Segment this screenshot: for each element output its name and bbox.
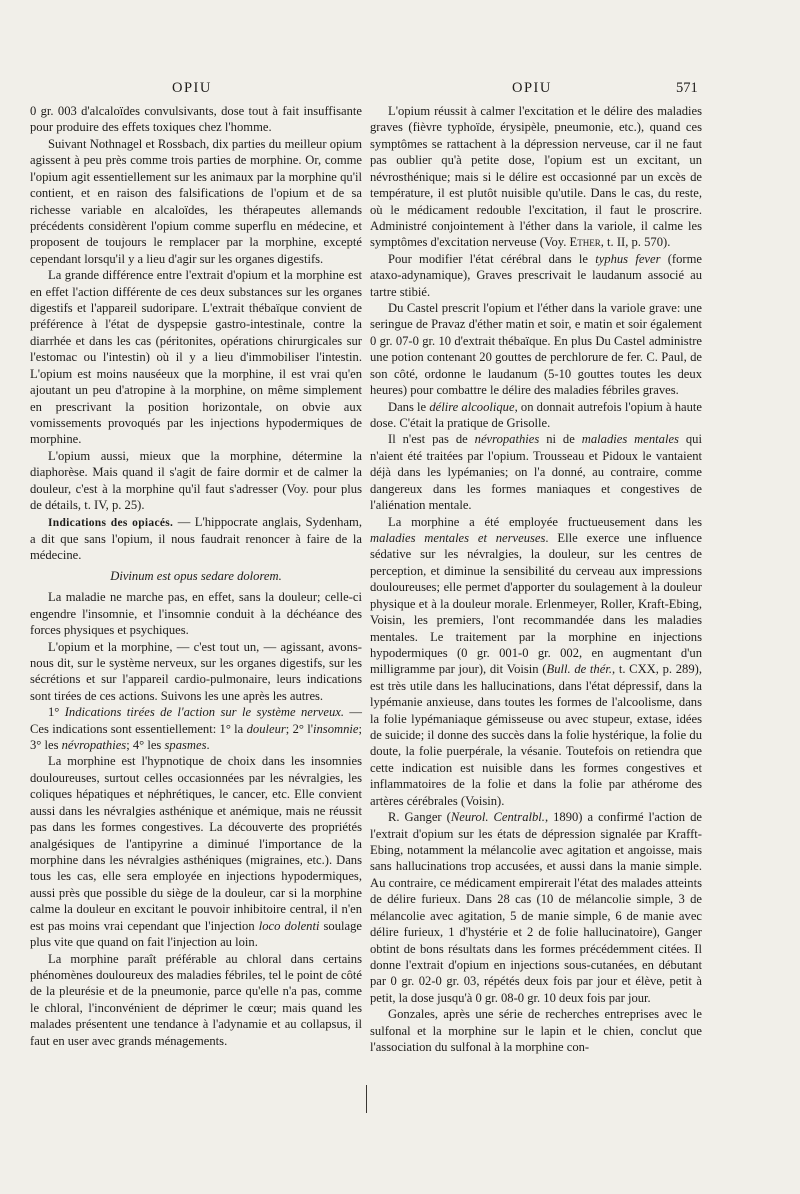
text: — Ces indications sont essentiellement: 1° la: [30, 705, 362, 736]
paragraph: [370, 251, 702, 300]
paragraph: L'opium et la morphine, — c'est tout un, — agissant, avons-nous dit, sur le système nerveux, sur les organes digestifs, sur les sécrétions et sur l'appareil cardio-pulmonaire, leurs indications sont tirées de ces actions. Suivons les une après les autres.: [30, 639, 362, 703]
term: insomnie: [313, 721, 359, 736]
paragraph: Du Castel prescrit l'opium et l'éther dans la variole grave: une seringue de Pravaz d'éther matin et soir, e matin et soir également 0 gr. 07-0 gr. 10 d'extrait thébaïque. En plus Du Castel administre une potion contenant 20 gouttes de perchlorure de fer. C. Paul, de son côté, ordonne le laudanum (5-10 gouttes toutes les deux heures) pour combattre le délire des maladies fébriles graves.: [370, 301, 702, 398]
text: ; 4° les: [126, 738, 165, 753]
text: ni de: [539, 432, 582, 447]
text: .: [206, 738, 210, 753]
term: délire alcoolique: [429, 399, 515, 414]
subsection-title: Indications tirées de l'action sur le système nerveux.: [64, 705, 345, 720]
paragraph: L'opium aussi, mieux que la morphine, détermine la diaphorèse. Mais quand il s'agit de faire dormir et de calmer la douleur, c'est à la morphine qu'il faut s'adresser (Voy. pour plus de détails, t. IV, p. 25).: [30, 448, 362, 513]
text: Il n'est pas de: [388, 432, 475, 447]
citation: Bull. de thér.: [546, 662, 612, 677]
text: Pour modifier l'état cérébral dans le: [388, 251, 596, 266]
section-heading: Indications des opiacés.: [48, 516, 174, 529]
term: névropathies: [474, 432, 540, 447]
citation: Neurol. Centralbl.: [450, 810, 545, 825]
text: , 1890) a confirmé l'action de l'extrait d'opium sur les états de dépression signalée par Krafft-Ebing, notamment la mélancolie avec agitation et angoisse, mais sans hallucinations trop accusées, et aussi dans la manie simple. Au contraire, ce médicament empirerait l'état des malades atteints de délire furieux. Dans 28 cas (10 de mélancolie simple, 3 de mélancolie avec agitation, 5 de manie simple, 6 de manie avec délire furieux, 1 d'hystérie et 2 de folie hallucinatoire), Ganger obtint de bons résultats dans les formes précédemment citées. Il donne l'extrait d'opium en injections sous-cutanées, en débutant par 0 gr. 02-0 gr. 03, répétés deux fois par jour et élève, petit à petit, la dose jusqu'à 0 gr. 08-0 gr. 10 deux fois par jour.: [370, 810, 702, 1005]
text: La morphine est l'hypnotique de choix dans les insomnies douloureuses, surtout celles occasionnées par les névralgies, les coliques hépatiques et néphrétiques, le cancer, etc. Elle convient aussi dans les névralgies asthénique et anémique, mais ne réussit pas dans les formes congestives. La découverte des propriétés analgésiques de l'antipyrine a diminué l'importance de la morphine dans les névralgies asthéniques (migraines, etc.). Dans tous les cas, elle sera employée en injections hypodermiques, aussi près que possible du siège de la douleur, car si la morphine calme la douleur en excitant le pouvoir inhibitoire central, il n'en est pas moins vrai cependant que l'injection: [30, 754, 362, 933]
paragraph: [370, 399, 702, 432]
term: douleur: [246, 721, 286, 736]
paragraph: [370, 103, 702, 251]
term: typhus fever: [595, 251, 661, 266]
column-divider: [366, 1085, 367, 1113]
cross-reference: Ether: [569, 235, 601, 250]
paragraph: [30, 753, 362, 950]
paragraph: 0 gr. 003 d'alcaloïdes convulsivants, dose tout à fait insuffisante pour produire des effets toxiques chez l'homme.: [30, 104, 362, 135]
paragraph-text: — L'hippocrate anglais, Sydenham, a dit que sans l'opium, il nous faudrait renoncer à faire de la médecine.: [30, 514, 362, 563]
text: qui n'aient été traitées par l'opium. Trousseau et Pidoux le vantaient déjà dans les lypémanies; on l'a donné, au contraire, comme dangereux dans les formes maniaques et congestives de l'aliénation mentale.: [370, 432, 702, 513]
text: ; 3° les: [30, 721, 362, 753]
right-column: [370, 103, 702, 1055]
paragraph: La morphine paraît préférable au chloral dans certains phénomènes douloureux des maladies fébriles, tel le point de côté de la pleurésie et de la pneumonie, parce qu'elle n'a pas, comme le chloral, l'inconvénient de déprimer le cœur; mais quand les malades présentent une tendance à l'adynamie et au collapsus, il faut en user avec grands ménagements.: [30, 951, 362, 1048]
term: spasmes: [164, 738, 207, 753]
right-running-head: OPIU: [512, 80, 552, 96]
paragraph: La maladie ne marche pas, en effet, sans la douleur; celle-ci engendre l'insomnie, et l'insomnie conduit à la déchéance des forces physiques et psychiques.: [30, 590, 362, 638]
text: , on donnait autrefois l'opium à haute dose. C'était la pratique de Grisolle.: [370, 399, 702, 431]
term: loco dolenti: [258, 918, 320, 933]
paragraph: [30, 514, 362, 564]
latin-quote: Divinum est opus sedare dolorem.: [110, 568, 282, 583]
text: (forme ataxo-adynamique), Graves prescrivait le laudanum associé au tartre stibié.: [370, 251, 702, 299]
left-column: [30, 103, 362, 1049]
left-running-head: OPIU: [172, 80, 212, 96]
paragraph: Suivant Nothnagel et Rossbach, dix parties du meilleur opium agissent à peu près comme trois parties de morphine. Or, comme l'opium agit essentiellement sur les animaux par la morphine qu'il contient, et en raison des falsifications de l'opium et de sa richesse variable en alcaloïdes, les thérapeutes allemands précédents considèrent l'opium comme superflu en médecine, et proposent de toujours le remplacer par la morphine, excepté cependant lorsqu'il y a lieu d'agir sur les organes digestifs.: [30, 136, 362, 266]
text: Dans le: [388, 399, 430, 414]
paragraph: [370, 809, 702, 1006]
paragraph: [370, 514, 702, 810]
term: maladies mentales: [581, 432, 679, 447]
text: L'opium réussit à calmer l'excitation et le délire des maladies graves (fièvre typhoïde, érysipèle, pneumonie, etc.), quand ces symptômes se rattachent à la dépression nerveuse, car il ne faut pas oublier qu'à petite dose, l'opium est un excitant, un névrosthénique; mais si le délire est occasionné par un excès de température, il est plutôt nuisible qu'utile. Dans le cas, du reste, où le médicament redouble l'excitation, il faut le proscrire. Administré conjointement à l'éther dans la variole, il calme les symptômes d'excitation nerveuse (Voy.: [370, 104, 702, 250]
text: La morphine a été employée fructueusement dans les: [388, 514, 702, 529]
paragraph: [30, 704, 362, 753]
text: soulage plus vite que quand on fait l'injection au loin.: [30, 918, 362, 950]
text: . Elle exerce une influence sédative sur les névralgies, la douleur, sur les centres de perception, et diminue la sensibilité du cerveau aux impressions douloureuses; elle permet d'apporter du soulagement à la douleur physique et à la douleur morale. Erlenmeyer, Roller, Kraft-Ebing, Voisin, les premiers, l'ont recommandée dans les maladies mentales. Le traitement par la morphine en injections hypodermiques (0 gr. 001-0 gr. 002, en augmentant d'un milligramme par jour), dit Voisin (: [370, 530, 702, 677]
term: maladies mentales et nerveuses: [370, 530, 546, 545]
text: ; 2° l': [285, 721, 314, 736]
text: , t. CXX, p. 289), est très utile dans les hallucinations, dans l'état dépressif, dans la lypémanie anxieuse, dans toutes les formes de l'alcoolisme, dans la folie lypémaniaque gémisseuse ou avec stupeur, extase, idées de suicide; il donne des succès dans la folie hystérique, la folie du doute, la folie puerpérale, la vésanie. Toutefois on retiendra que cette indication est nuisible dans les formes congestives et inflammatoires de la folie et dans la folie par athérome des artères cérébrales (Voisin).: [370, 662, 702, 808]
page-number: 571: [676, 80, 698, 96]
text: R. Ganger (: [388, 810, 451, 825]
term: névropathies: [61, 738, 127, 753]
text: , t. II, p. 570).: [600, 235, 671, 250]
text: 1°: [48, 705, 65, 720]
paragraph: La grande différence entre l'extrait d'opium et la morphine est en effet l'action différente de ces deux substances sur les organes digestifs et l'appareil sudoripare. L'extrait thébaïque convient de préférence à l'état de dyspepsie gastro-intestinale, contre la diarrhée et dans les cas (péritonites, opérations chirurgicales sur l'estomac ou l'intestin) où il y a lieu d'immobiliser l'intestin. L'opium est moins nauséeux que la morphine, il est vrai qu'en ajoutant un peu d'atropine à la morphine, on même simplement en prescrivant la position horizontale, on obvie aux vomissements provoqués par les injections hypodermiques de morphine.: [30, 268, 362, 447]
paragraph: [370, 431, 702, 513]
paragraph: Gonzales, après une série de recherches entreprises avec le sulfonal et la morphine sur le lapin et le chien, conclut que l'association du sulfonal à la morphine con-: [370, 1007, 702, 1055]
